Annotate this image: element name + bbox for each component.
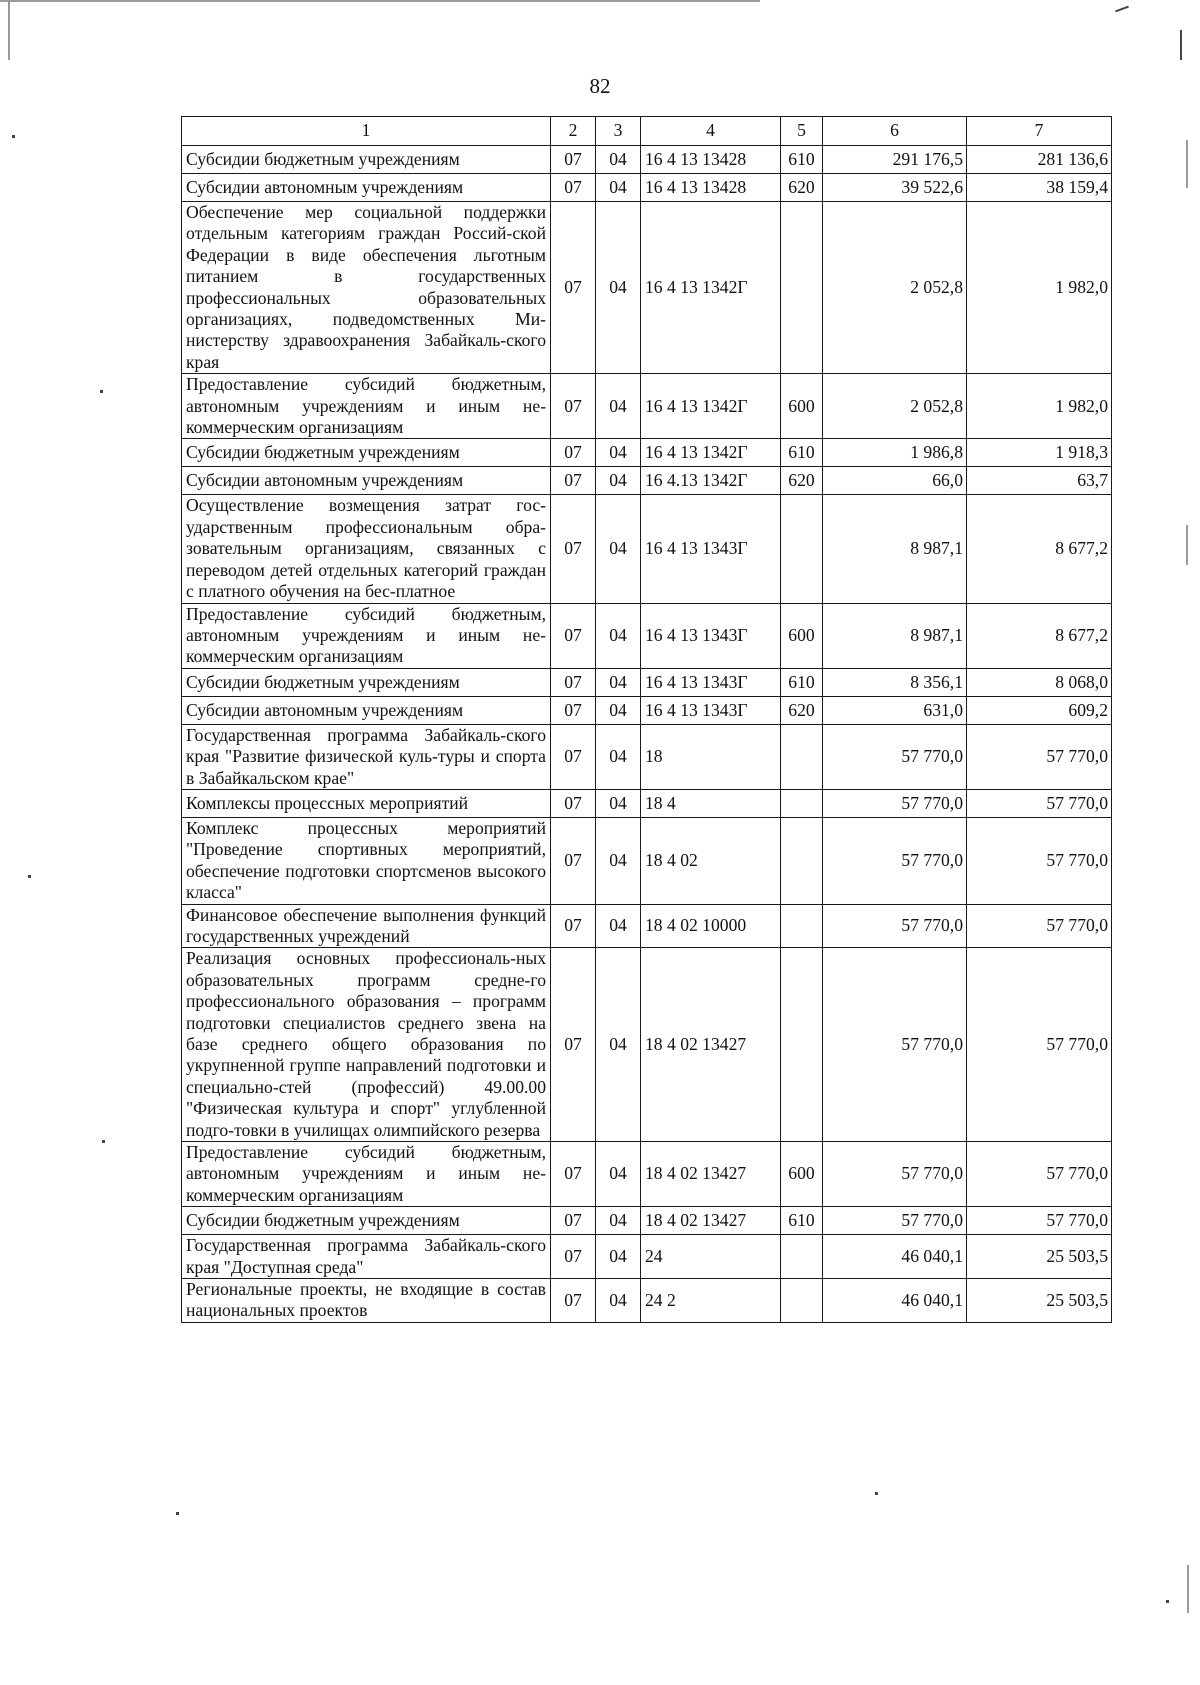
expense-type-code <box>781 495 823 603</box>
section-code: 07 <box>551 146 596 174</box>
row-name: Комплекс процессных мероприятий "Проведение спортивных мероприятий, обеспечение подготовки спортсменов высокого класса" <box>182 817 551 904</box>
amount-col6: 39 522,6 <box>823 174 967 202</box>
table-row <box>182 202 1112 374</box>
row-name: Реализация основных профессиональ-ных образовательных программ средне-го профессионального образования – программ подготовки специалистов среднего звена на базе среднего общего образования по укрупненной группе направлений подготовки и специально-стей (профессий) 49.00.00 "Физическая культура и спорт" углубленной подго-товки в училищах олимпийского резерва <box>182 948 551 1142</box>
amount-col7: 1 982,0 <box>967 202 1112 374</box>
header-cell: 7 <box>967 117 1112 146</box>
header-cell: 6 <box>823 117 967 146</box>
table-row <box>182 495 1112 603</box>
subsection-code: 04 <box>596 948 641 1142</box>
target-article-code: 16 4 13 1342Г <box>641 374 781 439</box>
header-cell: 1 <box>182 117 551 146</box>
table-row <box>182 1235 1112 1279</box>
subsection-code: 04 <box>596 817 641 904</box>
amount-col6: 57 770,0 <box>823 904 967 948</box>
section-code: 07 <box>551 904 596 948</box>
row-name: Субсидии бюджетным учреждениям <box>182 439 551 467</box>
subsection-code: 04 <box>596 668 641 696</box>
amount-col7: 25 503,5 <box>967 1235 1112 1279</box>
expense-type-code <box>781 1279 823 1323</box>
amount-col7: 57 770,0 <box>967 904 1112 948</box>
table-row <box>182 467 1112 495</box>
row-name: Субсидии бюджетным учреждениям <box>182 1207 551 1235</box>
row-name: Финансовое обеспечение выполнения функций государственных учреждений <box>182 904 551 948</box>
target-article-code: 16 4 13 1342Г <box>641 202 781 374</box>
table-row <box>182 1207 1112 1235</box>
amount-col7: 281 136,6 <box>967 146 1112 174</box>
table-row <box>182 724 1112 789</box>
target-article-code: 18 4 02 13427 <box>641 948 781 1142</box>
expense-type-code: 610 <box>781 1207 823 1235</box>
scan-speck <box>100 390 103 393</box>
scan-speck <box>12 135 15 138</box>
target-article-code: 16 4 13 1343Г <box>641 603 781 668</box>
table-row <box>182 817 1112 904</box>
target-article-code: 24 <box>641 1235 781 1279</box>
section-code: 07 <box>551 174 596 202</box>
expense-type-code <box>781 789 823 817</box>
amount-col6: 291 176,5 <box>823 146 967 174</box>
scan-speck <box>102 1140 105 1143</box>
expense-type-code: 620 <box>781 174 823 202</box>
table-row <box>182 1279 1112 1323</box>
section-code: 07 <box>551 467 596 495</box>
subsection-code: 04 <box>596 1207 641 1235</box>
amount-col6: 2 052,8 <box>823 202 967 374</box>
section-code: 07 <box>551 789 596 817</box>
row-name: Региональные проекты, не входящие в состав национальных проектов <box>182 1279 551 1323</box>
table-row <box>182 374 1112 439</box>
section-code: 07 <box>551 1142 596 1207</box>
expense-type-code: 600 <box>781 1142 823 1207</box>
amount-col6: 66,0 <box>823 467 967 495</box>
subsection-code: 04 <box>596 467 641 495</box>
expense-type-code: 610 <box>781 668 823 696</box>
amount-col7: 57 770,0 <box>967 724 1112 789</box>
expense-type-code <box>781 948 823 1142</box>
amount-col6: 57 770,0 <box>823 817 967 904</box>
amount-col6: 1 986,8 <box>823 439 967 467</box>
expense-type-code: 620 <box>781 696 823 724</box>
target-article-code: 16 4 13 13428 <box>641 174 781 202</box>
target-article-code: 16 4 13 1343Г <box>641 668 781 696</box>
expense-type-code: 610 <box>781 146 823 174</box>
scan-edge-line <box>8 0 10 60</box>
subsection-code: 04 <box>596 1279 641 1323</box>
amount-col6: 631,0 <box>823 696 967 724</box>
amount-col6: 57 770,0 <box>823 948 967 1142</box>
row-name: Субсидии бюджетным учреждениям <box>182 668 551 696</box>
row-name: Осуществление возмещения затрат гос-ударственным профессиональным обра-зовательным организациям, связанных с переводом детей отдельных категорий граждан с платного обучения на бес-платное <box>182 495 551 603</box>
amount-col6: 46 040,1 <box>823 1279 967 1323</box>
row-name: Субсидии автономным учреждениям <box>182 696 551 724</box>
row-name: Обеспечение мер социальной поддержки отдельным категориям граждан Россий-ской Федерации в виде обеспечения льготным питанием в государственных профессиональных образовательных организациях, подведомственных Ми-нистерству здравоохранения Забайкаль-ского края <box>182 202 551 374</box>
section-code: 07 <box>551 696 596 724</box>
table-row <box>182 1142 1112 1207</box>
row-name: Предоставление субсидий бюджетным, автономным учреждениям и иным не-коммерческим организациям <box>182 603 551 668</box>
amount-col7: 38 159,4 <box>967 174 1112 202</box>
table-row <box>182 668 1112 696</box>
header-cell: 3 <box>596 117 641 146</box>
amount-col7: 57 770,0 <box>967 789 1112 817</box>
target-article-code: 18 4 <box>641 789 781 817</box>
table-row <box>182 174 1112 202</box>
row-name: Предоставление субсидий бюджетным, автономным учреждениям и иным не-коммерческим организациям <box>182 1142 551 1207</box>
amount-col7: 8 677,2 <box>967 603 1112 668</box>
scan-edge-line <box>0 0 760 2</box>
scan-edge-line <box>1186 525 1188 565</box>
subsection-code: 04 <box>596 696 641 724</box>
section-code: 07 <box>551 668 596 696</box>
target-article-code: 16 4 13 13428 <box>641 146 781 174</box>
target-article-code: 18 <box>641 724 781 789</box>
target-article-code: 18 4 02 10000 <box>641 904 781 948</box>
table-row <box>182 904 1112 948</box>
scan-speck <box>1180 30 1182 60</box>
scan-speck <box>176 1512 179 1515</box>
header-cell: 4 <box>641 117 781 146</box>
table-row <box>182 439 1112 467</box>
section-code: 07 <box>551 374 596 439</box>
target-article-code: 18 4 02 13427 <box>641 1142 781 1207</box>
section-code: 07 <box>551 817 596 904</box>
subsection-code: 04 <box>596 789 641 817</box>
subsection-code: 04 <box>596 495 641 603</box>
amount-col7: 8 677,2 <box>967 495 1112 603</box>
amount-col6: 2 052,8 <box>823 374 967 439</box>
scan-edge-line <box>1186 140 1188 188</box>
subsection-code: 04 <box>596 724 641 789</box>
section-code: 07 <box>551 1235 596 1279</box>
table-row <box>182 696 1112 724</box>
target-article-code: 16 4 13 1343Г <box>641 696 781 724</box>
expense-type-code <box>781 724 823 789</box>
header-cell: 2 <box>551 117 596 146</box>
amount-col6: 8 987,1 <box>823 603 967 668</box>
target-article-code: 16 4.13 1342Г <box>641 467 781 495</box>
amount-col6: 57 770,0 <box>823 724 967 789</box>
expense-type-code <box>781 904 823 948</box>
expense-type-code: 600 <box>781 603 823 668</box>
row-name: Предоставление субсидий бюджетным, автономным учреждениям и иным не-коммерческим организациям <box>182 374 551 439</box>
scan-speck <box>875 1492 878 1495</box>
expense-type-code <box>781 202 823 374</box>
target-article-code: 16 4 13 1342Г <box>641 439 781 467</box>
expense-type-code: 620 <box>781 467 823 495</box>
amount-col7: 25 503,5 <box>967 1279 1112 1323</box>
amount-col7: 57 770,0 <box>967 1142 1112 1207</box>
section-code: 07 <box>551 1207 596 1235</box>
header-cell: 5 <box>781 117 823 146</box>
target-article-code: 18 4 02 <box>641 817 781 904</box>
amount-col7: 609,2 <box>967 696 1112 724</box>
subsection-code: 04 <box>596 374 641 439</box>
amount-col6: 46 040,1 <box>823 1235 967 1279</box>
table-row <box>182 789 1112 817</box>
subsection-code: 04 <box>596 202 641 374</box>
budget-table <box>181 116 1112 1323</box>
subsection-code: 04 <box>596 904 641 948</box>
row-name: Субсидии автономным учреждениям <box>182 174 551 202</box>
row-name: Субсидии автономным учреждениям <box>182 467 551 495</box>
scan-edge-line <box>1187 1565 1189 1613</box>
expense-type-code: 600 <box>781 374 823 439</box>
target-article-code: 24 2 <box>641 1279 781 1323</box>
subsection-code: 04 <box>596 146 641 174</box>
expense-type-code: 610 <box>781 439 823 467</box>
amount-col7: 63,7 <box>967 467 1112 495</box>
row-name: Государственная программа Забайкаль-ского края "Доступная среда" <box>182 1235 551 1279</box>
row-name: Государственная программа Забайкаль-ского края "Развитие физической куль-туры и спорта в Забайкальском крае" <box>182 724 551 789</box>
scan-speck <box>1115 6 1129 13</box>
table-row <box>182 603 1112 668</box>
amount-col6: 8 987,1 <box>823 495 967 603</box>
section-code: 07 <box>551 724 596 789</box>
table-row <box>182 948 1112 1142</box>
table-header-row <box>182 117 1112 146</box>
target-article-code: 16 4 13 1343Г <box>641 495 781 603</box>
amount-col7: 1 982,0 <box>967 374 1112 439</box>
target-article-code: 18 4 02 13427 <box>641 1207 781 1235</box>
subsection-code: 04 <box>596 174 641 202</box>
scan-speck <box>1166 1600 1169 1603</box>
subsection-code: 04 <box>596 439 641 467</box>
section-code: 07 <box>551 1279 596 1323</box>
subsection-code: 04 <box>596 1235 641 1279</box>
section-code: 07 <box>551 202 596 374</box>
amount-col7: 57 770,0 <box>967 1207 1112 1235</box>
subsection-code: 04 <box>596 1142 641 1207</box>
expense-type-code <box>781 817 823 904</box>
amount-col7: 1 918,3 <box>967 439 1112 467</box>
section-code: 07 <box>551 495 596 603</box>
scan-speck <box>28 875 31 878</box>
amount-col6: 57 770,0 <box>823 1207 967 1235</box>
subsection-code: 04 <box>596 603 641 668</box>
expense-type-code <box>781 1235 823 1279</box>
row-name: Комплексы процессных мероприятий <box>182 789 551 817</box>
section-code: 07 <box>551 948 596 1142</box>
amount-col6: 57 770,0 <box>823 789 967 817</box>
section-code: 07 <box>551 603 596 668</box>
table-row <box>182 146 1112 174</box>
row-name: Субсидии бюджетным учреждениям <box>182 146 551 174</box>
page-number: 82 <box>589 74 611 98</box>
amount-col6: 57 770,0 <box>823 1142 967 1207</box>
amount-col7: 57 770,0 <box>967 817 1112 904</box>
amount-col7: 8 068,0 <box>967 668 1112 696</box>
amount-col7: 57 770,0 <box>967 948 1112 1142</box>
amount-col6: 8 356,1 <box>823 668 967 696</box>
section-code: 07 <box>551 439 596 467</box>
